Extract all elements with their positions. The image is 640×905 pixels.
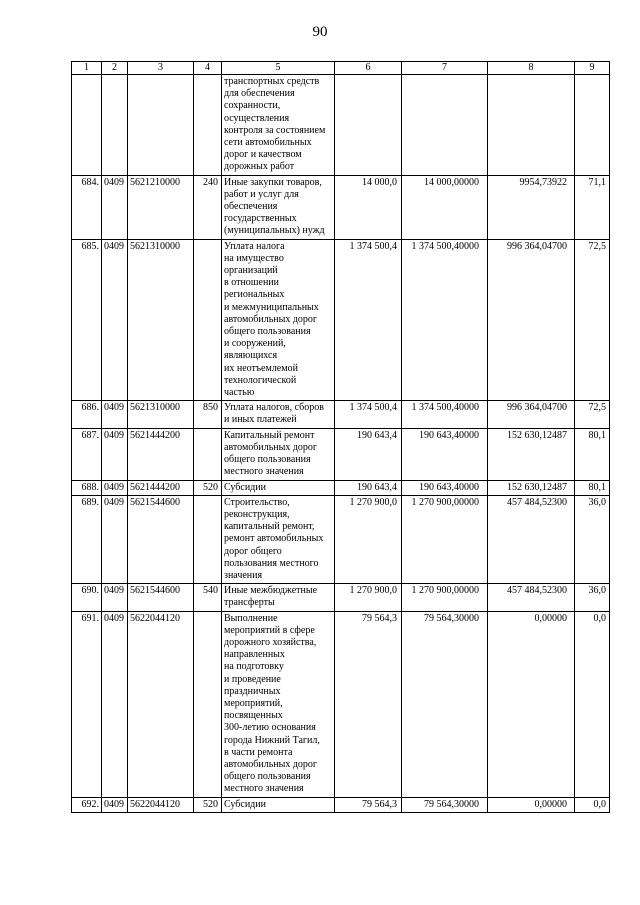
target-code: 5621444200 bbox=[128, 480, 194, 495]
execution-percent: 72,5 bbox=[575, 239, 610, 401]
refined-amount: 1 270 900,00000 bbox=[402, 584, 488, 611]
row-number: 691. bbox=[72, 611, 102, 797]
row-number: 684. bbox=[72, 175, 102, 239]
expense-type bbox=[194, 239, 222, 401]
execution-percent: 36,0 bbox=[575, 584, 610, 611]
page-number: 90 bbox=[312, 24, 328, 40]
table-row bbox=[72, 611, 610, 797]
table-row bbox=[72, 428, 610, 480]
header-col-8: 8 bbox=[488, 62, 575, 75]
target-code: 5621544600 bbox=[128, 495, 194, 583]
refined-amount: 190 643,40000 bbox=[402, 428, 488, 480]
executed-amount: 152 630,12487 bbox=[488, 480, 575, 495]
plan-amount bbox=[335, 75, 402, 176]
refined-amount: 79 564,30000 bbox=[402, 611, 488, 797]
execution-percent: 36,0 bbox=[575, 495, 610, 583]
section-code: 0409 bbox=[102, 401, 128, 428]
executed-amount: 996 364,04700 bbox=[488, 239, 575, 401]
plan-amount: 190 643,4 bbox=[335, 480, 402, 495]
executed-amount: 9954,73922 bbox=[488, 175, 575, 239]
section-code: 0409 bbox=[102, 175, 128, 239]
expense-type: 520 bbox=[194, 797, 222, 812]
execution-percent: 72,5 bbox=[575, 401, 610, 428]
plan-amount: 14 000,0 bbox=[335, 175, 402, 239]
section-code: 0409 bbox=[102, 611, 128, 797]
target-code: 5621210000 bbox=[128, 175, 194, 239]
table-row bbox=[72, 495, 610, 583]
header-col-7: 7 bbox=[402, 62, 488, 75]
row-number bbox=[72, 75, 102, 176]
header-row bbox=[72, 62, 610, 75]
header-col-9: 9 bbox=[575, 62, 610, 75]
row-number: 687. bbox=[72, 428, 102, 480]
execution-percent: 71,1 bbox=[575, 175, 610, 239]
row-number: 690. bbox=[72, 584, 102, 611]
item-name: Иные межбюджетные трансферты bbox=[222, 584, 335, 611]
item-name: транспортных средств для обеспечения сохранности, осуществления контроля за состоянием сети автомобильных дорог и качеством дорожных работ bbox=[222, 75, 335, 176]
plan-amount: 1 374 500,4 bbox=[335, 401, 402, 428]
target-code bbox=[128, 75, 194, 176]
item-name: Уплата налогов, сборов и иных платежей bbox=[222, 401, 335, 428]
plan-amount: 190 643,4 bbox=[335, 428, 402, 480]
header-col-3: 3 bbox=[128, 62, 194, 75]
row-number: 689. bbox=[72, 495, 102, 583]
section-code: 0409 bbox=[102, 584, 128, 611]
plan-amount: 1 374 500,4 bbox=[335, 239, 402, 401]
execution-percent: 0,0 bbox=[575, 611, 610, 797]
section-code: 0409 bbox=[102, 797, 128, 812]
item-name: Уплата налога на имущество организаций в отношении региональных и межмуниципальных автомобильных дорог общего пользования и сооружений, являющихся их неотъемлемой технологической частью bbox=[222, 239, 335, 401]
section-code: 0409 bbox=[102, 480, 128, 495]
row-number: 688. bbox=[72, 480, 102, 495]
execution-percent: 80,1 bbox=[575, 428, 610, 480]
plan-amount: 1 270 900,0 bbox=[335, 584, 402, 611]
executed-amount bbox=[488, 75, 575, 176]
budget-table bbox=[71, 61, 610, 813]
expense-type: 240 bbox=[194, 175, 222, 239]
target-code: 5622044120 bbox=[128, 611, 194, 797]
row-number: 692. bbox=[72, 797, 102, 812]
header-col-4: 4 bbox=[194, 62, 222, 75]
target-code: 5621310000 bbox=[128, 401, 194, 428]
plan-amount: 79 564,3 bbox=[335, 611, 402, 797]
target-code: 5621544600 bbox=[128, 584, 194, 611]
expense-type bbox=[194, 75, 222, 176]
refined-amount: 190 643,40000 bbox=[402, 480, 488, 495]
row-number: 685. bbox=[72, 239, 102, 401]
table-row bbox=[72, 401, 610, 428]
refined-amount: 79 564,30000 bbox=[402, 797, 488, 812]
item-name: Строительство, реконструкция, капитальный ремонт, ремонт автомобильных дорог общего пользования местного значения bbox=[222, 495, 335, 583]
executed-amount: 0,00000 bbox=[488, 611, 575, 797]
item-name: Субсидии bbox=[222, 480, 335, 495]
refined-amount: 14 000,00000 bbox=[402, 175, 488, 239]
expense-type bbox=[194, 428, 222, 480]
header-col-5: 5 bbox=[222, 62, 335, 75]
header-col-6: 6 bbox=[335, 62, 402, 75]
item-name: Субсидии bbox=[222, 797, 335, 812]
item-name: Капитальный ремонт автомобильных дорог общего пользования местного значения bbox=[222, 428, 335, 480]
target-code: 5621444200 bbox=[128, 428, 194, 480]
executed-amount: 457 484,52300 bbox=[488, 495, 575, 583]
refined-amount: 1 270 900,00000 bbox=[402, 495, 488, 583]
expense-type bbox=[194, 611, 222, 797]
table-row bbox=[72, 175, 610, 239]
table-row bbox=[72, 797, 610, 812]
section-code: 0409 bbox=[102, 495, 128, 583]
item-name: Иные закупки товаров, работ и услуг для обеспечения государственных (муниципальных) нужд bbox=[222, 175, 335, 239]
table-row bbox=[72, 239, 610, 401]
executed-amount: 152 630,12487 bbox=[488, 428, 575, 480]
target-code: 5622044120 bbox=[128, 797, 194, 812]
execution-percent: 0,0 bbox=[575, 797, 610, 812]
executed-amount: 457 484,52300 bbox=[488, 584, 575, 611]
executed-amount: 996 364,04700 bbox=[488, 401, 575, 428]
section-code: 0409 bbox=[102, 239, 128, 401]
expense-type bbox=[194, 495, 222, 583]
table-row bbox=[72, 480, 610, 495]
refined-amount: 1 374 500,40000 bbox=[402, 401, 488, 428]
header-col-1: 1 bbox=[72, 62, 102, 75]
expense-type: 520 bbox=[194, 480, 222, 495]
executed-amount: 0,00000 bbox=[488, 797, 575, 812]
table-row bbox=[72, 75, 610, 176]
refined-amount bbox=[402, 75, 488, 176]
row-number: 686. bbox=[72, 401, 102, 428]
plan-amount: 79 564,3 bbox=[335, 797, 402, 812]
expense-type: 850 bbox=[194, 401, 222, 428]
refined-amount: 1 374 500,40000 bbox=[402, 239, 488, 401]
execution-percent: 80,1 bbox=[575, 480, 610, 495]
execution-percent bbox=[575, 75, 610, 176]
target-code: 5621310000 bbox=[128, 239, 194, 401]
section-code bbox=[102, 75, 128, 176]
plan-amount: 1 270 900,0 bbox=[335, 495, 402, 583]
item-name: Выполнение мероприятий в сфере дорожного хозяйства, направленных на подготовку и проведение праздничных мероприятий, посвященных 300-летию основания города Нижний Тагил, в части ремонта автомобильных дорог общего пользования местного значения bbox=[222, 611, 335, 797]
section-code: 0409 bbox=[102, 428, 128, 480]
header-col-2: 2 bbox=[102, 62, 128, 75]
table-row bbox=[72, 584, 610, 611]
expense-type: 540 bbox=[194, 584, 222, 611]
